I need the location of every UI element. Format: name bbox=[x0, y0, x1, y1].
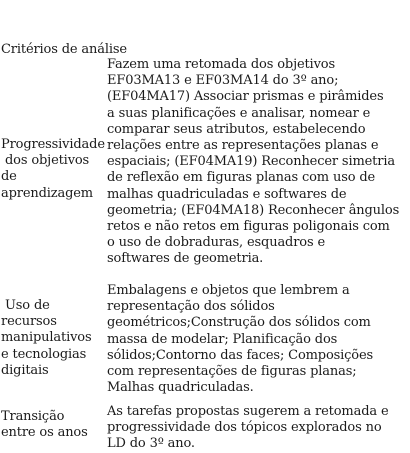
row-label-line: manipulativos bbox=[1, 330, 92, 346]
row-content-line: de reflexão em figuras planas com uso de bbox=[107, 170, 376, 186]
row-content-line: retos e não retos em figuras poligonais com bbox=[107, 219, 390, 235]
row-content-line: o uso de dobraduras, esquadros e bbox=[107, 235, 326, 251]
row-label-line: recursos bbox=[1, 314, 57, 330]
row-content-line: comparar seus atributos, estabelecendo bbox=[107, 121, 366, 137]
row-content-line: geométricos;Construção dos sólidos com bbox=[107, 315, 371, 331]
row-label-line: e tecnologias bbox=[1, 346, 87, 362]
row-content-line: a suas planificações e analisar, nomear e bbox=[107, 105, 371, 121]
row-label-line: digitais bbox=[1, 362, 49, 378]
row-content-line: EF03MA13 e EF03MA14 do 3º ano; bbox=[107, 73, 339, 89]
row-label-line: aprendizagem bbox=[1, 185, 93, 201]
row-content-line: sólidos;Contorno das faces; Composições bbox=[107, 347, 374, 363]
row-content-line: progressividade dos tópicos explorados no bbox=[107, 420, 382, 436]
row-content-line: Malhas quadriculadas. bbox=[107, 380, 254, 396]
row-content-line: relações entre as representações planas e bbox=[107, 138, 379, 154]
row-content bbox=[107, 283, 407, 396]
row-content-line: geometria; (EF04MA18) Reconhecer ângulos bbox=[107, 202, 400, 218]
row-label bbox=[1, 298, 109, 379]
row-content-line: (EF04MA17) Associar prismas e pirâmides bbox=[107, 89, 384, 105]
row-label-line: dos objetivos bbox=[1, 153, 90, 169]
row-label-line: Progressividade bbox=[1, 137, 105, 152]
table-header-title: Critérios de análise bbox=[1, 42, 127, 57]
row-content-line: softwares de geometria. bbox=[107, 251, 264, 267]
row-content-line: representação dos sólidos bbox=[107, 299, 275, 315]
row-content-line: LD do 3º ano. bbox=[107, 436, 195, 452]
row-content-line: Embalagens e objetos que lembrem a bbox=[107, 283, 350, 298]
row-label bbox=[1, 409, 109, 441]
row-label bbox=[1, 137, 109, 202]
row-content-line: malhas quadriculadas e softwares de bbox=[107, 186, 347, 202]
row-label-line: entre os anos bbox=[1, 425, 88, 441]
row-content bbox=[107, 57, 407, 268]
row-content-line: espaciais; (EF04MA19) Reconhecer simetria bbox=[107, 154, 395, 170]
row-label-line: Transição bbox=[1, 409, 65, 424]
row-content-line: Fazem uma retomada dos objetivos bbox=[107, 57, 335, 72]
row-content-line: com representações de figuras planas; bbox=[107, 364, 357, 380]
row-content-line: As tarefas propostas sugerem a retomada e bbox=[107, 404, 389, 419]
row-label-line: Uso de bbox=[1, 298, 50, 313]
row-content bbox=[107, 404, 407, 453]
row-label-line: de bbox=[1, 169, 17, 185]
row-content-line: massa de modelar; Planificação dos bbox=[107, 331, 338, 347]
